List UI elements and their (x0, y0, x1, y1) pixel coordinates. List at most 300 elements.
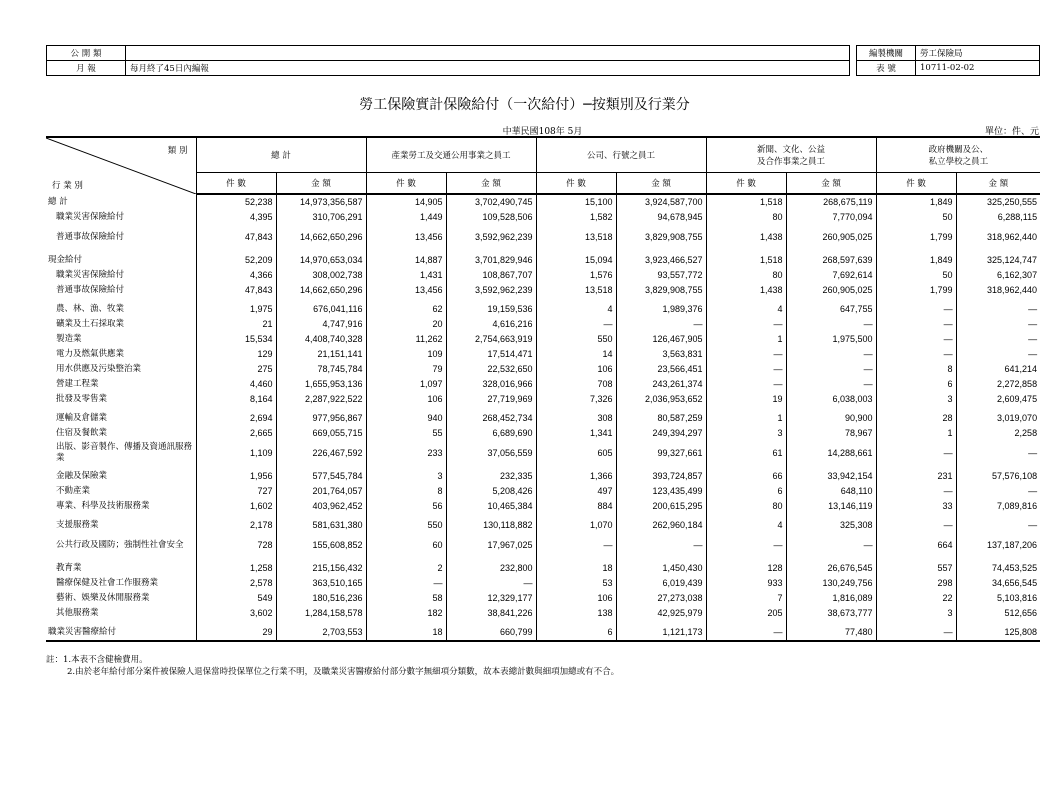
row-label: 用水供應及污染整治業 (56, 364, 142, 374)
amount-cell: — (616, 533, 706, 557)
row-label: 普通事故保險給付 (56, 285, 125, 295)
amount-cell: — (956, 317, 1040, 332)
amount-cell: — (616, 317, 706, 332)
amount-cell: 3,701,829,946 (446, 249, 536, 268)
count-cell: 884 (536, 499, 616, 514)
count-cell: 80 (706, 268, 786, 283)
count-cell: 1,849 (876, 249, 956, 268)
count-cell: 28 (876, 407, 956, 426)
sub-header-count: 件 數 (366, 173, 446, 195)
count-cell: 11,262 (366, 332, 446, 347)
count-cell: 3 (876, 392, 956, 407)
count-cell: 6 (536, 621, 616, 641)
amount-cell: 4,408,740,328 (276, 332, 366, 347)
row-label: 藝術、娛樂及休閒服務業 (56, 593, 150, 603)
amount-cell: 2,036,953,652 (616, 392, 706, 407)
row-label: 出版、影音製作、傳播及資通訊服務業 (56, 442, 193, 463)
count-cell: 1,975 (196, 298, 276, 317)
count-cell: 1,576 (536, 268, 616, 283)
amount-cell: 318,962,440 (956, 225, 1040, 249)
count-cell: — (876, 347, 956, 362)
table-row (46, 514, 1040, 533)
amount-cell: — (786, 362, 876, 377)
count-cell: — (876, 298, 956, 317)
table-no-label: 表 號 (857, 61, 916, 76)
amount-cell: 3,563,831 (616, 347, 706, 362)
count-cell: 298 (876, 576, 956, 591)
amount-cell: 23,566,451 (616, 362, 706, 377)
count-cell: — (706, 347, 786, 362)
amount-cell: 1,450,430 (616, 557, 706, 576)
amount-cell: 1,284,158,578 (276, 606, 366, 621)
count-cell: 56 (366, 499, 446, 514)
amount-cell: 130,118,882 (446, 514, 536, 533)
count-cell: 8 (876, 362, 956, 377)
count-cell: 62 (366, 298, 446, 317)
count-cell: 6 (876, 377, 956, 392)
table-row (46, 533, 1040, 557)
amount-cell: 27,273,038 (616, 591, 706, 606)
amount-cell: 641,214 (956, 362, 1040, 377)
amount-cell: 14,288,661 (786, 441, 876, 465)
amount-cell: 660,799 (446, 621, 536, 641)
amount-cell: — (786, 347, 876, 362)
count-cell: 19 (706, 392, 786, 407)
table-row (46, 377, 1040, 392)
count-cell: 15,534 (196, 332, 276, 347)
count-cell: 1,849 (876, 194, 956, 210)
count-cell: 4 (706, 514, 786, 533)
amount-cell: — (786, 533, 876, 557)
count-cell: — (706, 317, 786, 332)
corner-header-cell (46, 137, 196, 194)
amount-cell: 232,800 (446, 557, 536, 576)
amount-cell: 125,808 (956, 621, 1040, 641)
count-cell: 205 (706, 606, 786, 621)
sub-header-count: 件 數 (876, 173, 956, 195)
count-cell: 1,366 (536, 465, 616, 484)
amount-cell: 647,755 (786, 298, 876, 317)
count-cell: 128 (706, 557, 786, 576)
amount-cell: 201,764,057 (276, 484, 366, 499)
amount-cell: 4,747,916 (276, 317, 366, 332)
table-row (46, 557, 1040, 576)
count-cell: 727 (196, 484, 276, 499)
amount-cell: 3,923,466,527 (616, 249, 706, 268)
count-cell: 60 (366, 533, 446, 557)
row-label: 公共行政及國防；強制性社會安全 (56, 539, 184, 550)
amount-cell: — (956, 347, 1040, 362)
count-cell: — (876, 317, 956, 332)
header-left-box (46, 45, 850, 76)
header-row1-value (126, 46, 850, 61)
count-cell: 1,518 (706, 194, 786, 210)
count-cell: 233 (366, 441, 446, 465)
count-cell: 1 (706, 407, 786, 426)
amount-cell: 13,146,119 (786, 499, 876, 514)
table-row (46, 392, 1040, 407)
amount-cell: 6,288,115 (956, 210, 1040, 225)
table-row (46, 194, 1040, 210)
count-cell: — (536, 317, 616, 332)
amount-cell: 260,905,025 (786, 283, 876, 298)
amount-cell: 74,453,525 (956, 557, 1040, 576)
count-cell: 80 (706, 499, 786, 514)
amount-cell: 1,655,953,136 (276, 377, 366, 392)
amount-cell: 130,249,756 (786, 576, 876, 591)
group-header-total: 總 計 (196, 137, 366, 173)
amount-cell: 6,162,307 (956, 268, 1040, 283)
count-cell: 497 (536, 484, 616, 499)
count-cell: — (536, 533, 616, 557)
count-cell: 1,109 (196, 441, 276, 465)
count-cell: 1 (706, 332, 786, 347)
amount-cell: 4,616,216 (446, 317, 536, 332)
amount-cell: 21,151,141 (276, 347, 366, 362)
sub-header-amount: 金 額 (786, 173, 876, 195)
count-cell: 47,843 (196, 283, 276, 298)
amount-cell: 94,678,945 (616, 210, 706, 225)
amount-cell: 328,016,966 (446, 377, 536, 392)
row-label: 住宿及餐飲業 (56, 428, 108, 438)
count-cell: 231 (876, 465, 956, 484)
amount-cell: 318,962,440 (956, 283, 1040, 298)
row-label: 運輸及倉儲業 (56, 413, 108, 423)
count-cell: — (876, 332, 956, 347)
count-cell: 4 (536, 298, 616, 317)
amount-cell: 325,308 (786, 514, 876, 533)
group-header-government: 政府機關及公、 私立學校之員工 (876, 137, 1040, 173)
count-cell: 52,209 (196, 249, 276, 268)
count-cell: 1,956 (196, 465, 276, 484)
count-cell: 7 (706, 591, 786, 606)
amount-cell: — (786, 317, 876, 332)
count-cell: 1,097 (366, 377, 446, 392)
table-row (46, 332, 1040, 347)
count-cell: 52,238 (196, 194, 276, 210)
count-cell: — (876, 621, 956, 641)
count-cell: 549 (196, 591, 276, 606)
count-cell: 4,395 (196, 210, 276, 225)
row-label: 專業、科學及技術服務業 (56, 501, 150, 511)
count-cell: 138 (536, 606, 616, 621)
amount-cell: 3,829,908,755 (616, 225, 706, 249)
footnote-1: 註：1.本表不含健檢費用。 (46, 655, 148, 665)
table-row (46, 499, 1040, 514)
amount-cell: 268,597,639 (786, 249, 876, 268)
row-label: 礦業及土石採取業 (56, 319, 125, 329)
amount-cell: 22,532,650 (446, 362, 536, 377)
sub-header-count: 件 數 (706, 173, 786, 195)
count-cell: 66 (706, 465, 786, 484)
amount-cell: — (956, 298, 1040, 317)
count-cell: 50 (876, 268, 956, 283)
count-cell: 53 (536, 576, 616, 591)
row-label: 現金給付 (48, 255, 83, 265)
amount-cell: 226,467,592 (276, 441, 366, 465)
count-cell: 13,456 (366, 283, 446, 298)
amount-cell: 38,673,777 (786, 606, 876, 621)
amount-cell: 512,656 (956, 606, 1040, 621)
row-label: 電力及燃氣供應業 (56, 349, 125, 359)
amount-cell: 325,250,555 (956, 194, 1040, 210)
count-cell: 15,100 (536, 194, 616, 210)
statistics-table (46, 136, 1040, 642)
header-right-box (856, 45, 1040, 76)
count-cell: 6 (706, 484, 786, 499)
amount-cell: 977,956,867 (276, 407, 366, 426)
row-label: 不動產業 (56, 486, 91, 496)
amount-cell: 93,557,772 (616, 268, 706, 283)
count-cell: 1,449 (366, 210, 446, 225)
amount-cell: 308,002,738 (276, 268, 366, 283)
count-cell: 275 (196, 362, 276, 377)
footnotes (46, 654, 619, 678)
amount-cell: 19,159,536 (446, 298, 536, 317)
table-row (46, 298, 1040, 317)
report-date: 中華民國108年 5月 (502, 127, 583, 137)
amount-cell: 99,327,661 (616, 441, 706, 465)
amount-cell: 10,465,384 (446, 499, 536, 514)
table-row (46, 210, 1040, 225)
table-row (46, 317, 1040, 332)
amount-cell: — (956, 514, 1040, 533)
count-cell: 7,326 (536, 392, 616, 407)
row-label: 總 計 (48, 196, 68, 207)
amount-cell: 17,514,471 (446, 347, 536, 362)
row-label: 金融及保險業 (56, 471, 108, 481)
amount-cell: 77,480 (786, 621, 876, 641)
table-row (46, 441, 1040, 465)
count-cell: 3 (706, 426, 786, 441)
count-cell: 557 (876, 557, 956, 576)
footnote-2: 2.由於老年給付部分案件被保險人退保當時投保單位之行業不明，及職業災害醫療給付部分數字無細項分類數，故本表總計數與細項加總或有不合。 (67, 667, 620, 677)
count-cell: 14,905 (366, 194, 446, 210)
count-cell: 1,070 (536, 514, 616, 533)
count-cell: 61 (706, 441, 786, 465)
amount-cell: 260,905,025 (786, 225, 876, 249)
corner-category-label: 類 別 (167, 146, 188, 156)
sub-header-count: 件 數 (536, 173, 616, 195)
amount-cell: 5,208,426 (446, 484, 536, 499)
amount-cell: 57,576,108 (956, 465, 1040, 484)
count-cell: 550 (366, 514, 446, 533)
count-cell: 106 (366, 392, 446, 407)
row-label: 支援服務業 (56, 520, 99, 530)
amount-cell: 78,745,784 (276, 362, 366, 377)
header-row2-label: 月 報 (47, 61, 126, 76)
amount-cell: 3,592,962,239 (446, 283, 536, 298)
count-cell: 2,665 (196, 426, 276, 441)
count-cell: 79 (366, 362, 446, 377)
amount-cell: 78,967 (786, 426, 876, 441)
amount-cell: 180,516,236 (276, 591, 366, 606)
table-row (46, 347, 1040, 362)
count-cell: 58 (366, 591, 446, 606)
amount-cell: 126,467,905 (616, 332, 706, 347)
amount-cell: 155,608,852 (276, 533, 366, 557)
table-row (46, 465, 1040, 484)
table-row (46, 576, 1040, 591)
sub-header-amount: 金 額 (616, 173, 706, 195)
count-cell: 708 (536, 377, 616, 392)
amount-cell: 38,841,226 (446, 606, 536, 621)
count-cell: 1,582 (536, 210, 616, 225)
row-label: 教育業 (56, 563, 82, 573)
amount-cell: 243,261,374 (616, 377, 706, 392)
row-label: 製造業 (56, 334, 82, 344)
count-cell: — (706, 621, 786, 641)
count-cell: 2 (366, 557, 446, 576)
count-cell: 1,799 (876, 283, 956, 298)
amount-cell: — (786, 377, 876, 392)
count-cell: 4,460 (196, 377, 276, 392)
amount-cell: 1,989,376 (616, 298, 706, 317)
group-header-media: 新聞、文化、公益 及合作事業之員工 (706, 137, 876, 173)
amount-cell: 1,121,173 (616, 621, 706, 641)
sub-header-amount: 金 額 (446, 173, 536, 195)
count-cell: 109 (366, 347, 446, 362)
amount-cell: 669,055,715 (276, 426, 366, 441)
report-title: 勞工保險實計保險給付（一次給付）─按類別及行業分 (359, 97, 690, 113)
amount-cell: 80,587,259 (616, 407, 706, 426)
count-cell: 129 (196, 347, 276, 362)
count-cell: 18 (536, 557, 616, 576)
count-cell: 29 (196, 621, 276, 641)
row-label: 職業災害醫療給付 (46, 621, 196, 641)
amount-cell: 268,675,119 (786, 194, 876, 210)
count-cell: 2,578 (196, 576, 276, 591)
amount-cell: 108,867,707 (446, 268, 536, 283)
amount-cell: 3,702,490,745 (446, 194, 536, 210)
count-cell: 80 (706, 210, 786, 225)
amount-cell: 109,528,506 (446, 210, 536, 225)
count-cell: 15,094 (536, 249, 616, 268)
count-cell: 20 (366, 317, 446, 332)
amount-cell: — (956, 484, 1040, 499)
table-row (46, 426, 1040, 441)
amount-cell: 26,676,545 (786, 557, 876, 576)
count-cell: 1,799 (876, 225, 956, 249)
table-row (46, 268, 1040, 283)
count-cell: 33 (876, 499, 956, 514)
amount-cell: 42,925,979 (616, 606, 706, 621)
amount-cell: 215,156,432 (276, 557, 366, 576)
amount-cell: 2,258 (956, 426, 1040, 441)
count-cell: 18 (366, 621, 446, 641)
count-cell: 14,887 (366, 249, 446, 268)
count-cell: 3 (366, 465, 446, 484)
amount-cell: 1,816,089 (786, 591, 876, 606)
count-cell: 1,258 (196, 557, 276, 576)
count-cell: 1,341 (536, 426, 616, 441)
table-row (46, 362, 1040, 377)
group-header-company: 公司、行號之員工 (536, 137, 706, 173)
count-cell: 13,518 (536, 225, 616, 249)
table-row (46, 621, 1040, 641)
count-cell: 2,694 (196, 407, 276, 426)
count-cell: 728 (196, 533, 276, 557)
header-row2-value: 每月終了45日內編報 (126, 61, 850, 76)
agency-label: 編製機關 (857, 46, 916, 61)
amount-cell: 90,900 (786, 407, 876, 426)
agency-value: 勞工保險局 (916, 46, 1040, 61)
amount-cell: 200,615,295 (616, 499, 706, 514)
count-cell: 605 (536, 441, 616, 465)
amount-cell: 3,592,962,239 (446, 225, 536, 249)
table-body (46, 194, 1040, 641)
count-cell: 664 (876, 533, 956, 557)
amount-cell: 14,662,650,296 (276, 283, 366, 298)
amount-cell: 123,435,499 (616, 484, 706, 499)
amount-cell: 2,287,922,522 (276, 392, 366, 407)
count-cell: 55 (366, 426, 446, 441)
count-cell: 8,164 (196, 392, 276, 407)
count-cell: — (706, 377, 786, 392)
amount-cell: 17,967,025 (446, 533, 536, 557)
count-cell: 4,366 (196, 268, 276, 283)
amount-cell: 14,973,356,587 (276, 194, 366, 210)
amount-cell: 12,329,177 (446, 591, 536, 606)
amount-cell: 6,689,690 (446, 426, 536, 441)
table-row (46, 591, 1040, 606)
amount-cell: 3,019,070 (956, 407, 1040, 426)
count-cell: — (706, 533, 786, 557)
count-cell: 940 (366, 407, 446, 426)
row-label: 其他服務業 (56, 608, 99, 618)
row-label: 普通事故保險給付 (56, 231, 125, 242)
amount-cell: 676,041,116 (276, 298, 366, 317)
unit-label: 單位：件、元 (984, 127, 1039, 137)
group-header-industrial: 產業勞工及交通公用事業之員工 (366, 137, 536, 173)
row-label: 職業災害保險給付 (56, 212, 125, 222)
amount-cell: 7,692,614 (786, 268, 876, 283)
amount-cell: 6,019,439 (616, 576, 706, 591)
count-cell: 13,518 (536, 283, 616, 298)
count-cell: 1,518 (706, 249, 786, 268)
amount-cell: — (956, 441, 1040, 465)
count-cell: 550 (536, 332, 616, 347)
count-cell: 1 (876, 426, 956, 441)
amount-cell: 14,970,653,034 (276, 249, 366, 268)
amount-cell: 3,924,587,700 (616, 194, 706, 210)
table-row (46, 484, 1040, 499)
count-cell: 1,602 (196, 499, 276, 514)
amount-cell: 2,703,553 (276, 621, 366, 641)
amount-cell: 325,124,747 (956, 249, 1040, 268)
table-row (46, 606, 1040, 621)
count-cell: 106 (536, 362, 616, 377)
amount-cell: — (446, 576, 536, 591)
sub-header-count: 件 數 (196, 173, 276, 195)
amount-cell: 577,545,784 (276, 465, 366, 484)
amount-cell: 310,706,291 (276, 210, 366, 225)
count-cell: — (876, 441, 956, 465)
count-cell: 14 (536, 347, 616, 362)
amount-cell: 249,394,297 (616, 426, 706, 441)
amount-cell: 14,662,650,296 (276, 225, 366, 249)
row-label: 農、林、漁、牧業 (56, 304, 125, 314)
amount-cell: 403,962,452 (276, 499, 366, 514)
amount-cell: 2,272,858 (956, 377, 1040, 392)
amount-cell: 27,719,969 (446, 392, 536, 407)
amount-cell: 232,335 (446, 465, 536, 484)
count-cell: 47,843 (196, 225, 276, 249)
amount-cell: 7,770,094 (786, 210, 876, 225)
table-row (46, 407, 1040, 426)
amount-cell: 262,960,184 (616, 514, 706, 533)
row-label: 醫療保健及社會工作服務業 (56, 578, 159, 588)
